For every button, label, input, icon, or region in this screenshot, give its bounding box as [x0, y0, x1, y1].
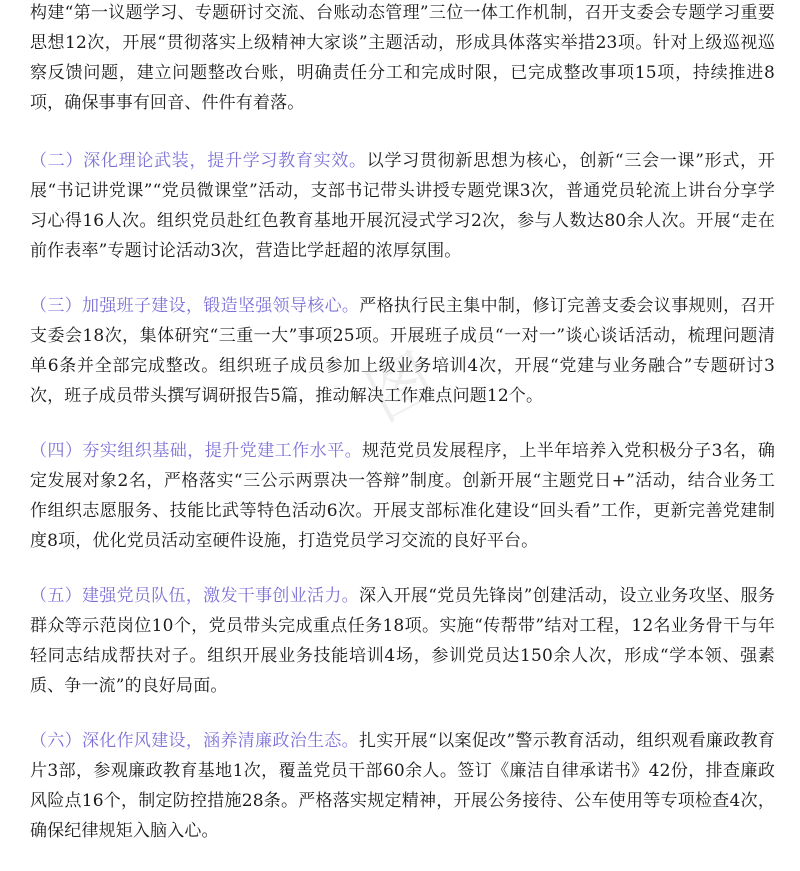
- section-3-heading: （三）加强班子建设，锻造坚强领导核心。: [30, 296, 360, 316]
- watermark-text: 图: [355, 340, 447, 436]
- section-3-body: 严格执行民主集中制，修订完善支委会议事规则，召开支委会18次，集体研究“三重一大”事项25项。开展班子成员“一对一”谈心谈话活动，梳理问题清单6条并全部完成整改。组织班子成员参加上级业务培训4次，开展“党建与业务融合”专题研讨3次，班子成员带头撰写调研报告5篇，推动解决工作难点问题12个。: [30, 296, 775, 406]
- section-4: [30, 436, 775, 556]
- section-5-heading: （五）建强党员队伍，激发干事创业活力。: [30, 586, 359, 606]
- section-6-body: 扎实开展“以案促改”警示教育活动，组织观看廉政教育片3部，参观廉政教育基地1次，覆盖党员干部60余人。签订《廉洁自律承诺书》42份，排查廉政风险点16个，制定防控措施28条。严格落实规定精神，开展公务接待、公车使用等专项检查4次，确保纪律规矩入脑入心。: [30, 731, 775, 841]
- section-4-body: 规范党员发展程序，上半年培养入党积极分子3名，确定发展对象2名，严格落实“三公示两票决一答辩”制度。创新开展“主题党日+”活动，结合业务工作组织志愿服务、技能比武等特色活动6次。开展支部标准化建设“回头看”工作，更新完善党建制度8项，优化党员活动室硬件设施，打造党员学习交流的良好平台。: [30, 441, 775, 551]
- section-5-body: 深入开展“党员先锋岗”创建活动，设立业务攻坚、服务群众等示范岗位10个，党员带头完成重点任务18项。实施“传帮带”结对工程，12名业务骨干与年轻同志结成帮扶对子。组织开展业务技能培训4场，参训党员达150余人次，形成“学本领、强素质、争一流”的良好局面。: [30, 586, 775, 696]
- section-3: [30, 291, 775, 411]
- section-6-heading: （六）深化作风建设，涵养清廉政治生态。: [30, 731, 359, 751]
- section-2-heading: （二）深化理论武装，提升学习教育实效。: [30, 151, 367, 171]
- section-2: [30, 146, 775, 266]
- intro-paragraph: 构建“第一议题学习、专题研讨交流、台账动态管理”三位一体工作机制，召开支委会专题学习重要思想12次，开展“贯彻落实上级精神大家谈”主题活动，形成具体落实举措23项。针对上级巡视巡察反馈问题，建立问题整改台账，明确责任分工和完成时限，已完成整改事项15项，持续推进8项，确保事事有回音、件件有着落。: [30, 3, 775, 113]
- section-6: [30, 726, 775, 846]
- section-5: [30, 581, 775, 701]
- section-4-heading: （四）夯实组织基础，提升党建工作水平。: [30, 441, 363, 461]
- document-body: [30, 0, 775, 871]
- section-2-body: 以学习贯彻新思想为核心，创新“三会一课”形式，开展“书记讲党课”“党员微课堂”活动，支部书记带头讲授专题党课3次，普通党员轮流上讲台分享学习心得16人次。组织党员赴红色教育基地开展沉浸式学习2次，参与人数达80余人次。开展“走在前作表率”专题讨论活动3次，营造比学赶超的浓厚氛围。: [30, 151, 775, 261]
